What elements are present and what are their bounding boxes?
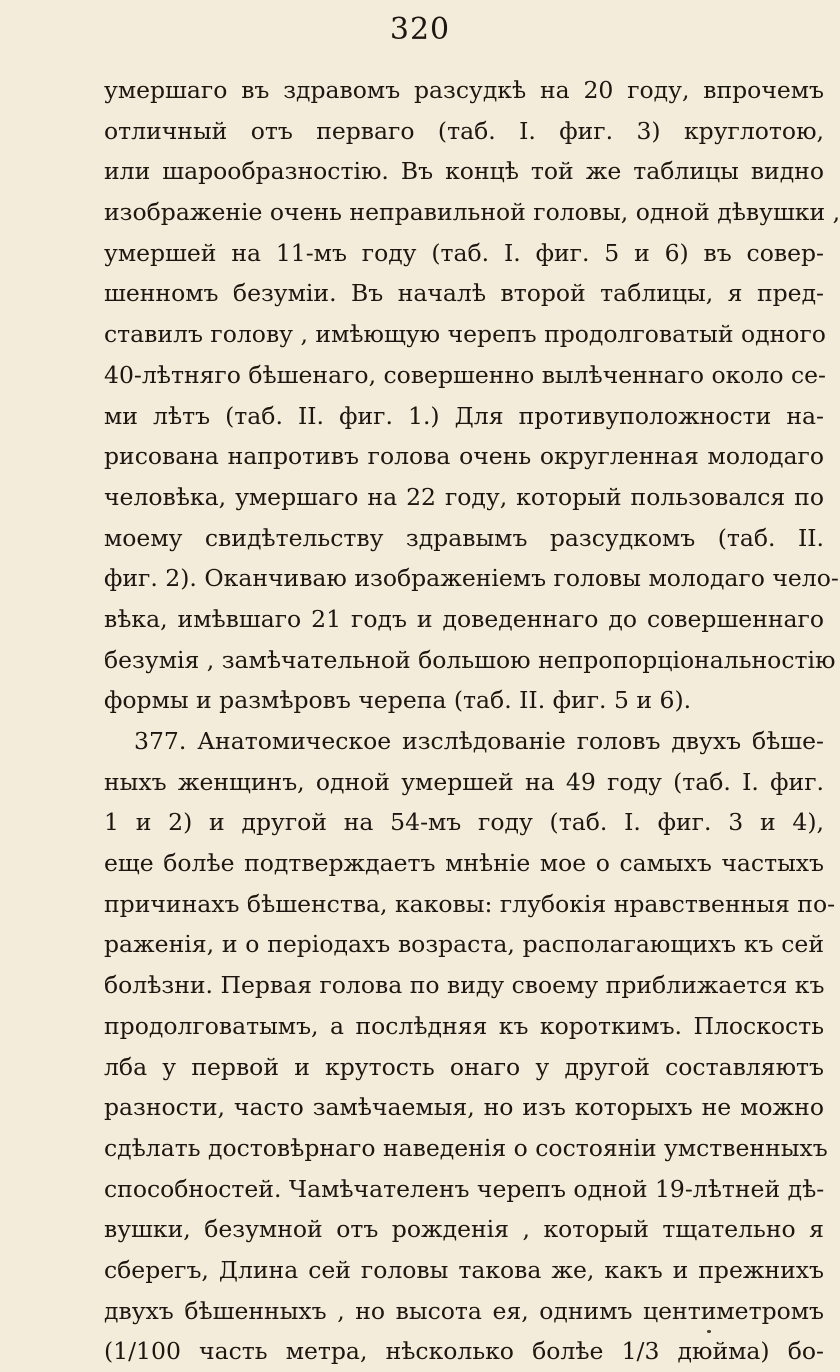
text-line: причинахъ бѣшенства, каковы: глубокія нравственныя по- [104,889,836,918]
text-line: шенномъ безуміи. Въ началѣ второй таблицы, я пред- [104,279,824,308]
paragraph-start-377: 377. Анатомическое изслѣдованіе головъ двухъ бѣше- [134,727,824,755]
text-line: еще болѣе подтверждаетъ мнѣніе мое о самыхъ частыхъ [104,849,824,878]
text-line: ныхъ женщинъ, одной умершей на 49 году (таб. I. фиг. [104,767,824,796]
page-number: 320 [389,12,451,47]
text-line: или шарообразностію. Въ концѣ той же таблицы видно [104,157,824,186]
text-line: моему свидѣтельству здравымъ разсудкомъ (таб. II. [104,523,824,552]
text-line: безумія , замѣчательной большою непропорціональностію [104,645,836,674]
body-text [104,70,840,1372]
text-line: человѣка, умершаго на 22 году, который пользовался по [104,482,824,511]
text-line: сберегъ, Длина сей головы такова же, какъ и прежнихъ [104,1255,824,1284]
text-line: формы и размѣровъ черепа (таб. II. фиг. 5 и 6). [104,686,692,715]
paper-speck [707,1330,711,1333]
text-line: лба у первой и крутость онаго у другой составляютъ [104,1052,824,1081]
text-line: сдѣлать достовѣрнаго наведенія о состояніи умственныхъ [104,1133,828,1162]
text-line: двухъ бѣшенныхъ , но высота ея, однимъ центиметромъ [104,1296,824,1325]
text-line: отличный отъ перваго (таб. I. фиг. 3) круглотою, [104,116,824,145]
text-line: болѣзни. Первая голова по виду своему приближается къ [104,971,825,1000]
text-line: ставилъ голову , имѣющую черепъ продолговатый одного [104,320,826,349]
text-line: фиг. 2). Оканчиваю изображеніемъ головы молодаго чело- [104,564,839,593]
text-line: ми лѣтъ (таб. II. фиг. 1.) Для противуположности на- [104,401,824,430]
text-line: умершаго въ здравомъ разсудкѣ на 20 году, впрочемъ [104,76,824,104]
text-line: изображеніе очень неправильной головы, одной дѣвушки , [104,198,840,227]
text-line: продолговатымъ, а послѣдняя къ короткимъ. Плоскость [104,1011,824,1040]
text-line: умершей на 11-мъ году (таб. I. фиг. 5 и 6) въ совер- [104,238,824,267]
text-line: вѣка, имѣвшаго 21 годъ и доведеннаго до совершеннаго [104,604,824,633]
text-line: рисована напротивъ голова очень округленная молодаго [104,442,824,471]
text-line: 40-лѣтняго бѣшенаго, совершенно вылѣченнаго около се- [104,360,826,389]
text-line: (1/100 часть метра, нѣсколько болѣе 1/3 дюйма) бо- [104,1337,824,1366]
text-line: 1 и 2) и другой на 54-мъ году (таб. I. фиг. 3 и 4), [104,808,824,837]
text-line: способностей. Чамѣчателенъ черепъ одной 19-лѣтней дѣ- [104,1174,825,1203]
text-line: раженія, и о періодахъ возраста, располагающихъ къ сей [104,930,824,959]
text-line: разности, часто замѣчаемыя, но изъ которыхъ не можно [104,1093,824,1122]
text-line: вушки, безумной отъ рожденія , который тщательно я [104,1215,824,1244]
